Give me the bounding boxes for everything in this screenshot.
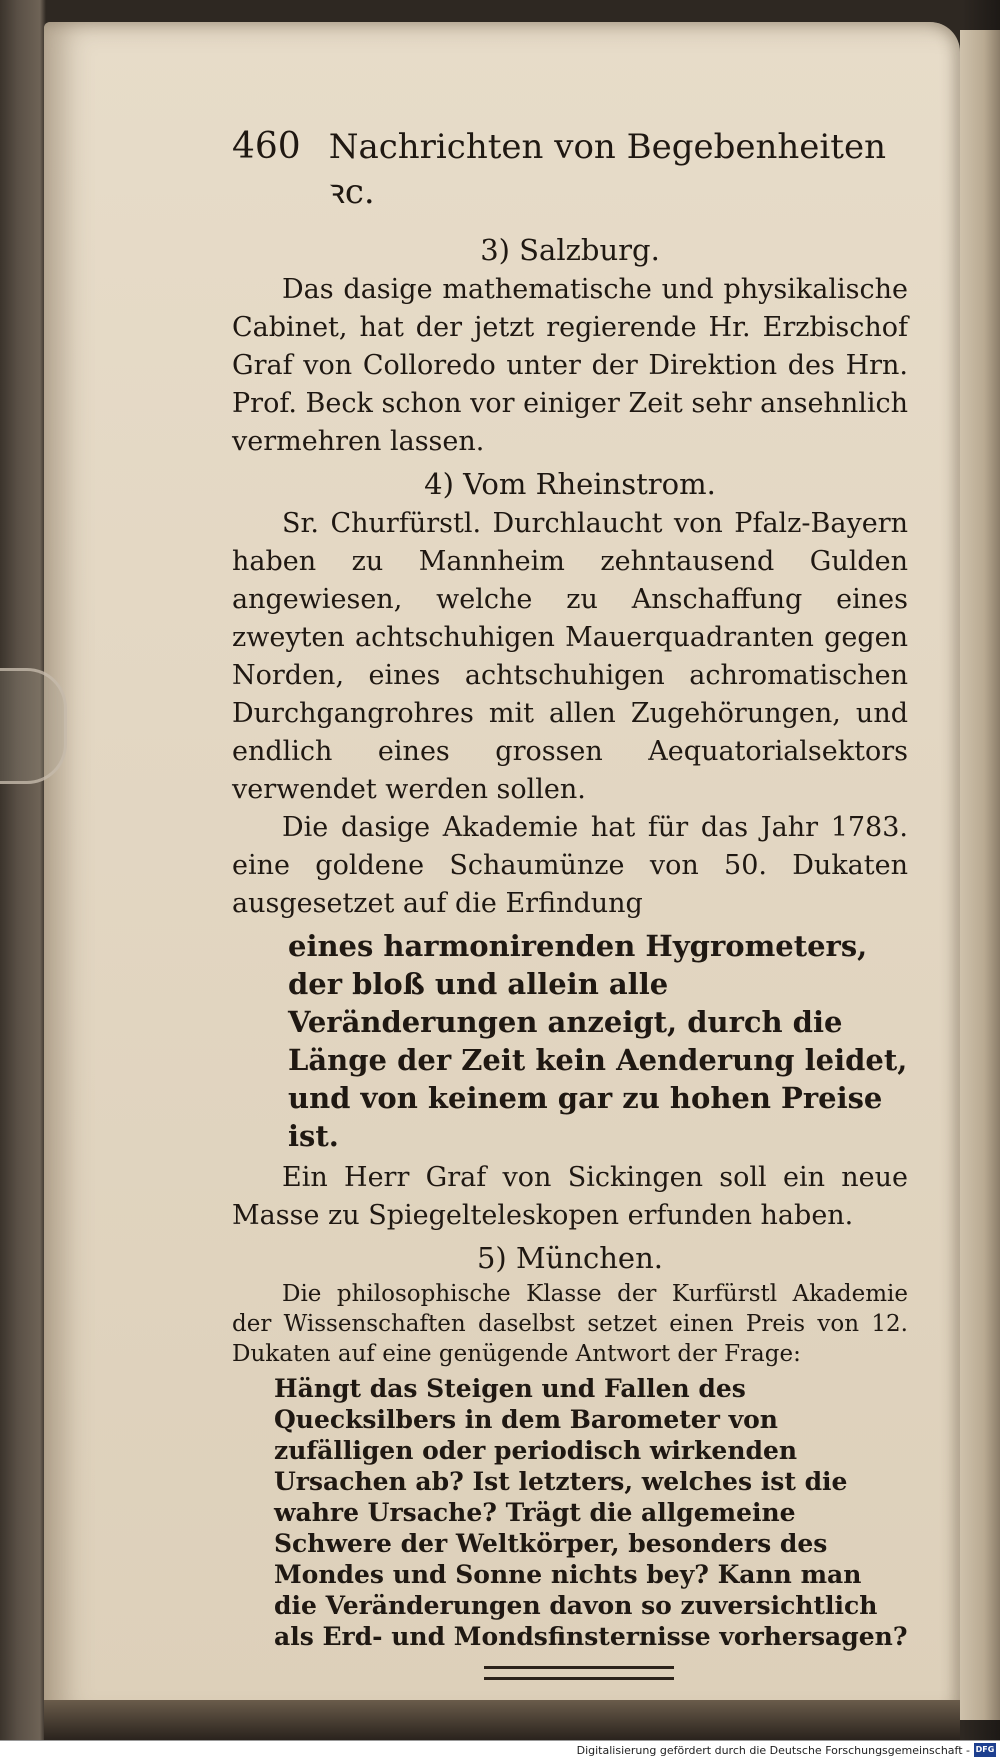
quote-hygrometer: eines harmonirenden Hygrometers, der bloß und allein alle Veränderungen anzeigt, durch die Länge der Zeit kein Aenderung leidet, und von keinem gar zu hohen Preise ist.	[288, 929, 908, 1153]
facing-page-edge	[960, 30, 1000, 1720]
running-title: Nachrichten von Begebenheiten ꝛc.	[328, 127, 886, 212]
page-content	[232, 126, 908, 1680]
paragraph-salzburg: Das dasige mathematische und physikalische Cabinet, hat der jetzt regierende Hr. Erzbischof Graf von Colloredo unter der Direktion des Hrn. Prof. Beck schon vor einiger Zeit sehr ansehnlich vermehren lassen.	[232, 274, 908, 457]
book-bottom-edge	[44, 1700, 960, 1740]
dfg-logo: DFG	[974, 1743, 996, 1757]
footer-bar	[0, 1740, 1000, 1761]
page-header	[232, 126, 908, 213]
closing-rule	[484, 1666, 674, 1680]
section-heading-rheinstrom: 4) Vom Rheinstrom.	[424, 467, 716, 501]
paragraph-rheinstrom-3: Ein Herr Graf von Sickingen soll ein neue Masse zu Spiegelteleskopen erfunden haben.	[232, 1162, 908, 1231]
section-heading-muenchen: 5) München.	[476, 1241, 663, 1275]
quote-barometer: Hängt das Steigen und Fallen des Quecksilbers in dem Barometer von zufälligen oder periodisch wirkenden Ursachen ab? Ist letzters, welches ist die wahre Ursache? Trägt die allgemeine Schwere der Weltkörper, besonders des Mondes und Sonne nichts bey? Kann man die Veränderungen davon so zuversichtlich als Erd- und Mondsfinsternisse vorhersagen?	[274, 1374, 908, 1651]
paragraph-muenchen: Die philosophische Klasse der Kurfürstl Akademie der Wissenschaften daselbst setzet einen Preis von 12. Dukaten auf eine genügende Antwort der Frage:	[232, 1281, 908, 1367]
page-clip	[0, 668, 67, 784]
section-heading-salzburg: 3) Salzburg.	[480, 233, 660, 267]
footer-credit: Digitalisierung gefördert durch die Deutsche Forschungsgemeinschaft -	[576, 1744, 970, 1757]
page-number: 460	[232, 126, 301, 167]
paragraph-rheinstrom-2: Die dasige Akademie hat für das Jahr 1783. eine goldene Schaumünze von 50. Dukaten ausgesetzet auf die Erfindung	[232, 812, 908, 919]
paragraph-rheinstrom-1: Sr. Churfürstl. Durchlaucht von Pfalz-Bayern haben zu Mannheim zehntausend Gulden angewiesen, welche zu Anschaffung eines zweyten achtschuhigen Mauerquadranten gegen Norden, eines achtschuhigen achromatischen Durchgangrohres mit allen Zugehörungen, und endlich eines grossen Aequatorialsektors verwendet werden sollen.	[232, 508, 908, 805]
